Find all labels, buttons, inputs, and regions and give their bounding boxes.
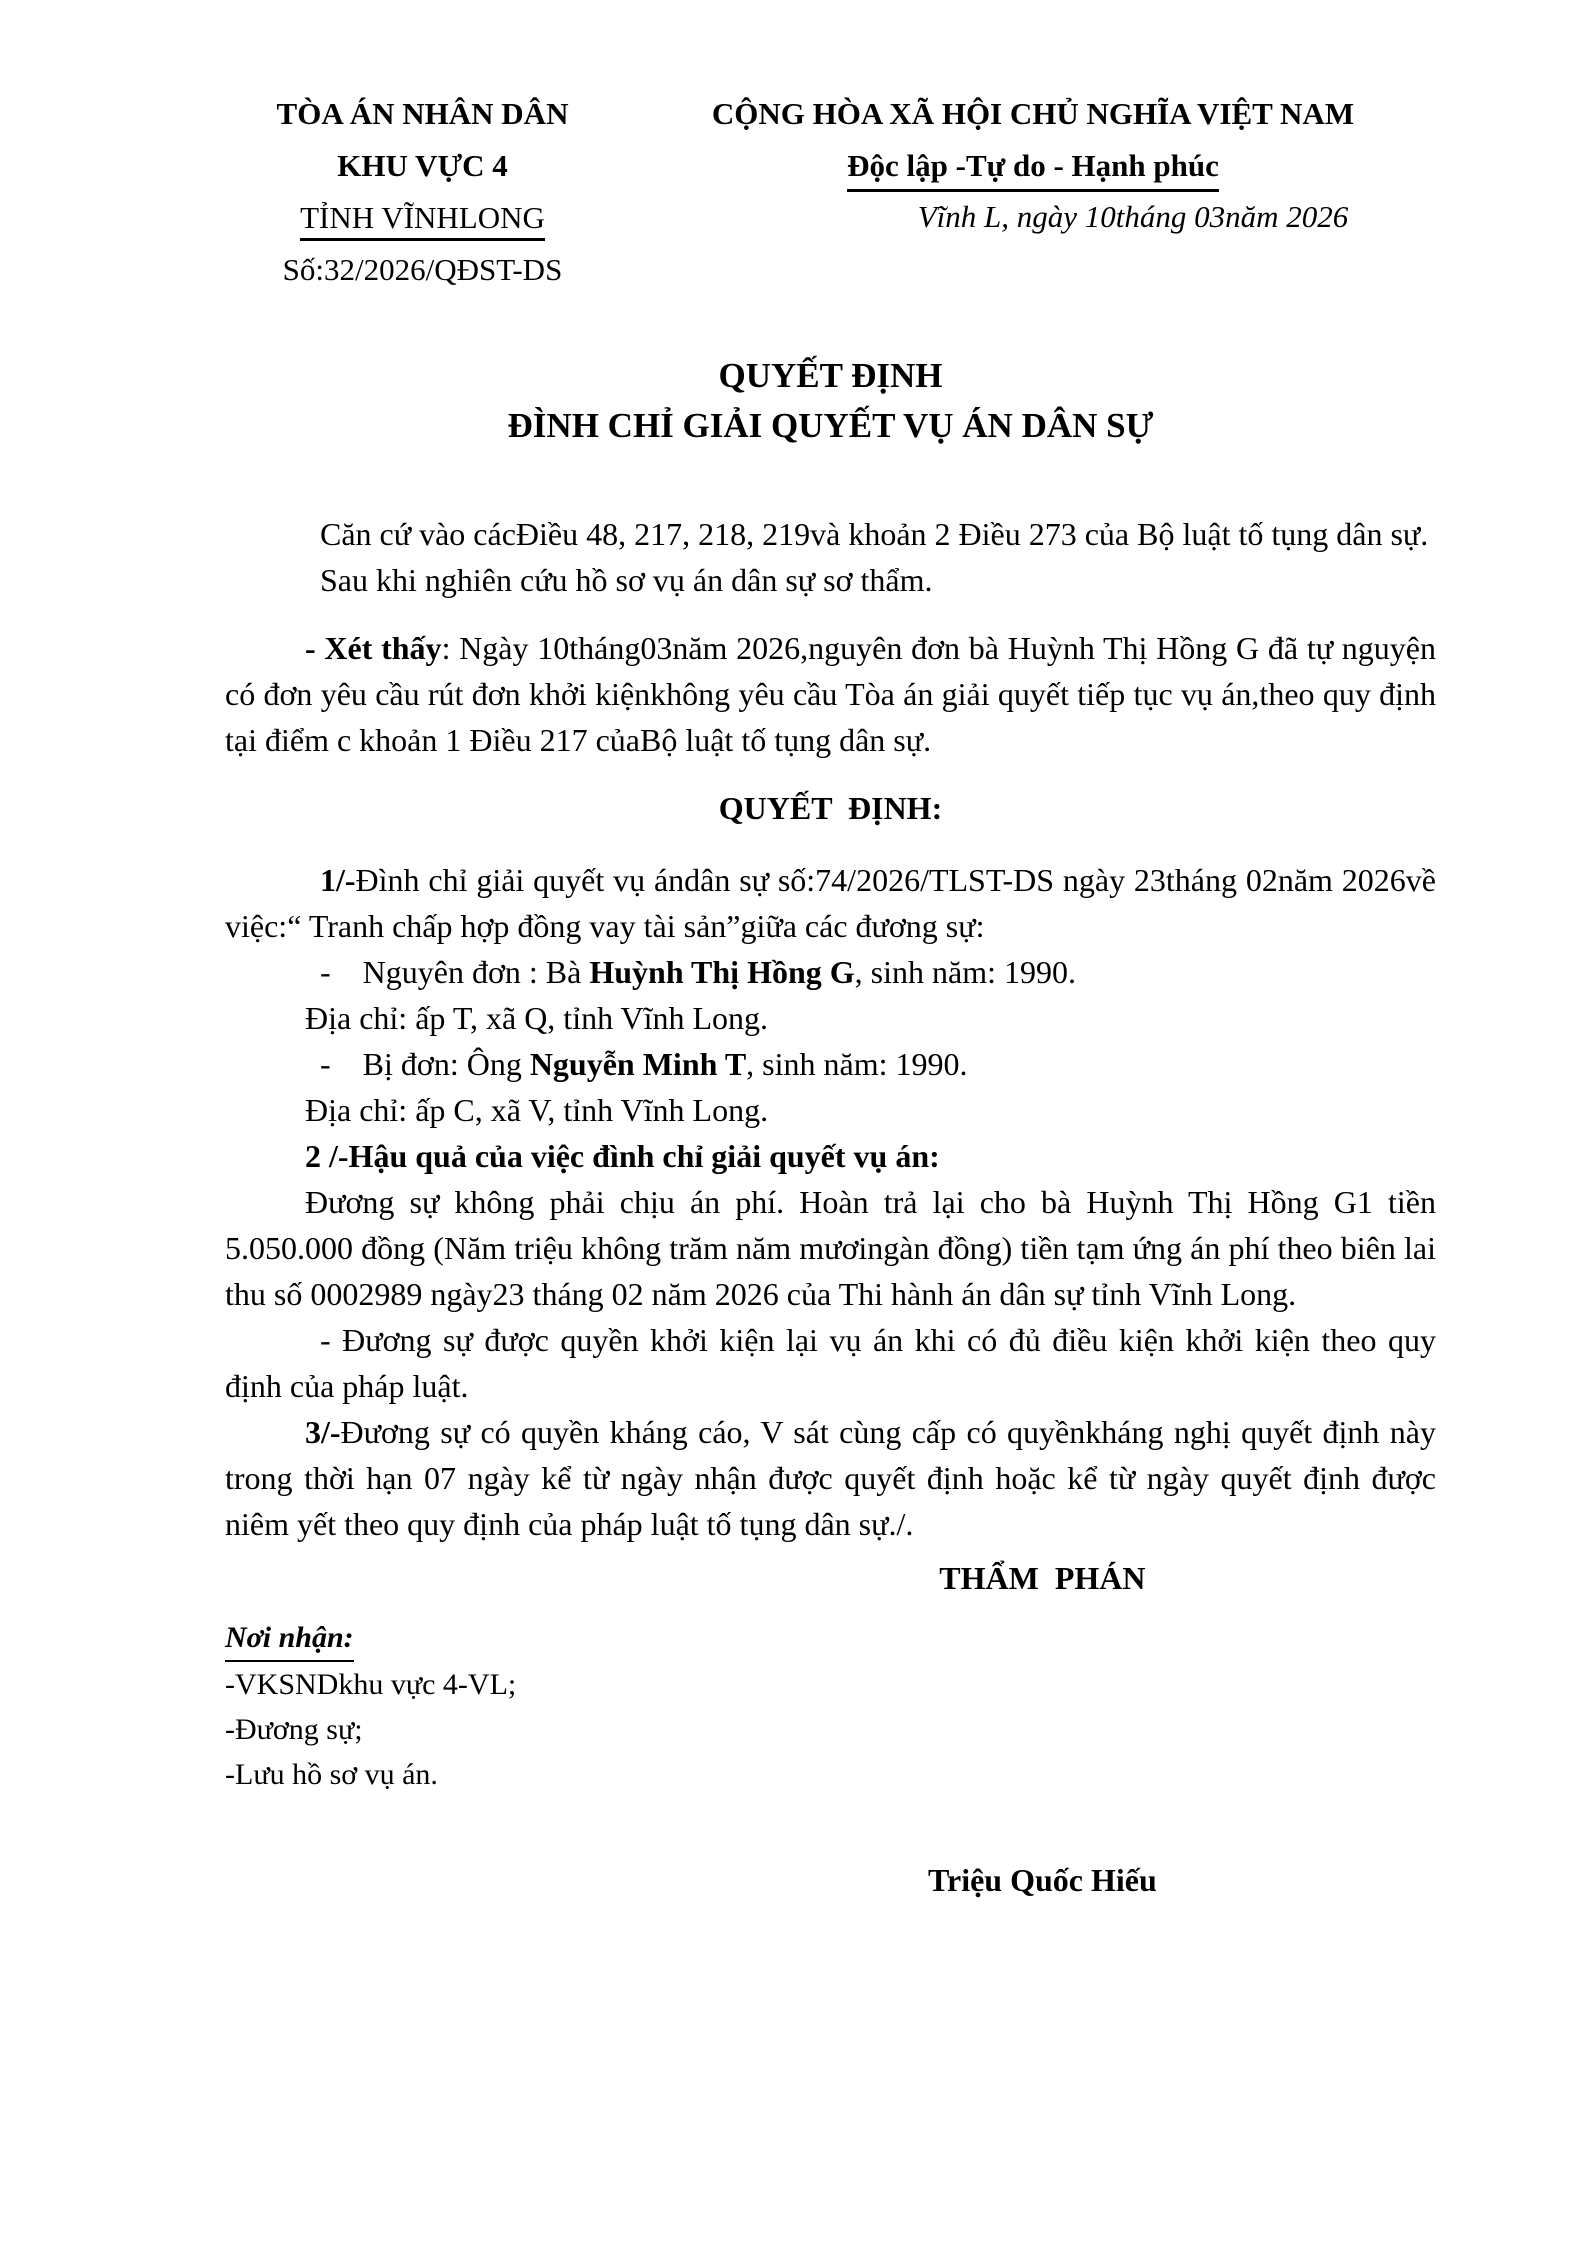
defendant-address: Địa chỉ: ấp C, xã V, tỉnh Vĩnh Long. xyxy=(305,1092,769,1128)
court-province-line xyxy=(225,192,620,244)
decision-heading: QUYẾT ĐỊNH: xyxy=(718,790,943,826)
national-header-block xyxy=(630,88,1436,296)
issuing-court-block xyxy=(225,88,620,296)
recipient-item: -Đương sự; xyxy=(225,1713,363,1746)
document-title-block xyxy=(225,351,1436,451)
plaintiff-name: Huỳnh Thị Hồng G xyxy=(589,954,855,990)
plaintiff-suffix: , sinh năm: 1990. xyxy=(854,954,1076,990)
dateline: Vĩnh L, ngày 10tháng 03năm 2026 xyxy=(917,199,1349,234)
defendant-suffix: , sinh năm: 1990. xyxy=(746,1046,968,1082)
defendant-line xyxy=(225,1041,1436,1087)
document-header xyxy=(225,88,1436,296)
decision-item-2-heading: 2 /-Hậu quả của việc đình chỉ giải quyết vụ án: xyxy=(305,1138,940,1174)
recipient-item: -Lưu hồ sơ vụ án. xyxy=(225,1758,438,1791)
court-province-text: TỈNH VĨNHLONG xyxy=(300,198,545,241)
decision-item-3 xyxy=(225,1409,1436,1547)
motto-text: Độc lập -Tự do - Hạnh phúc xyxy=(847,144,1219,192)
doc-number: Số:32/2026/QĐST-DS xyxy=(282,252,563,287)
judge-name: Triệu Quốc Hiếu xyxy=(928,1862,1157,1898)
paragraph-review: Sau khi nghiên cứu hồ sơ vụ án dân sự sơ thẩm. xyxy=(320,562,933,598)
signer-block xyxy=(770,1857,1315,1903)
motto-line xyxy=(630,140,1436,192)
xet-thay-text: : Ngày 10tháng03năm 2026,nguyên đơn bà Huỳnh Thị Hồng G đã tự nguyện có đơn yêu cầu rút đơn khởi kiệnkhông yêu cầu Tòa án giải quyết tiếp tục vụ án,theo quy định tại điểm c khoản 1 Điều 217 củaBộ luật tố tụng dân sự. xyxy=(225,630,1437,758)
recipients-block xyxy=(225,1615,1436,1797)
xet-thay-label: - Xét thấy xyxy=(305,630,442,666)
judge-title: THẨM PHÁN xyxy=(939,1560,1146,1596)
paragraph-xet-thay xyxy=(225,625,1436,763)
decision-item-2-body: Đương sự không phải chịu án phí. Hoàn trả lại cho bà Huỳnh Thị Hồng G1 tiền 5.050.000 đồng (Năm triệu không trăm năm mươingàn đồng) tiền tạm ứng án phí theo biên lai thu số 0002989 ngày23 tháng 02 năm 2026 của Thi hành án dân sự tỉnh Vĩnh Long. xyxy=(225,1184,1436,1312)
decision-item-2-note: - Đương sự được quyền khởi kiện lại vụ án khi có đủ điều kiện khởi kiện theo quy định của pháp luật. xyxy=(225,1322,1436,1404)
decision-item-1 xyxy=(225,857,1436,949)
decision-subtitle: ĐÌNH CHỈ GIẢI QUYẾT VỤ ÁN DÂN SỰ xyxy=(507,406,1154,445)
item1-text: Đình chỉ giải quyết vụ ándân sự số:74/2026/TLST-DS ngày 23tháng 02năm 2026về việc:“ Tranh chấp hợp đồng vay tài sản”giữa các đương sự: xyxy=(225,862,1436,944)
decision-title: QUYẾT ĐỊNH xyxy=(718,356,943,395)
court-region-line: KHU VỰC 4 xyxy=(337,148,508,183)
defendant-name: Nguyễn Minh T xyxy=(529,1046,747,1082)
item1-number: 1/- xyxy=(320,862,356,898)
recipients-heading: Nơi nhận: xyxy=(225,1615,354,1662)
document-body xyxy=(225,511,1436,1903)
paragraph-legal-basis: Căn cứ vào cácĐiều 48, 217, 218, 219và khoản 2 Điều 273 của Bộ luật tố tụng dân sự. xyxy=(320,516,1429,552)
recipient-item: -VKSNDkhu vực 4-VL; xyxy=(225,1668,517,1701)
plaintiff-address: Địa chỉ: ấp T, xã Q, tỉnh Vĩnh Long. xyxy=(305,1000,769,1036)
national-title: CỘNG HÒA XÃ HỘI CHỦ NGHĨA VIỆT NAM xyxy=(711,96,1355,131)
plaintiff-prefix: - Nguyên đơn : Bà xyxy=(320,954,590,990)
item3-text: Đương sự có quyền kháng cáo, V sát cùng cấp có quyềnkháng nghị quyết định này trong thời hạn 07 ngày kể từ ngày nhận được quyết định hoặc kể từ ngày quyết định được niêm yết theo quy định của pháp luật tố tụng dân sự./. xyxy=(225,1414,1436,1542)
defendant-prefix: - Bị đơn: Ông xyxy=(320,1046,530,1082)
signature-block xyxy=(770,1555,1315,1601)
item3-number: 3/- xyxy=(305,1414,341,1450)
plaintiff-line xyxy=(225,949,1436,995)
court-name-line: TÒA ÁN NHÂN DÂN xyxy=(276,96,569,131)
